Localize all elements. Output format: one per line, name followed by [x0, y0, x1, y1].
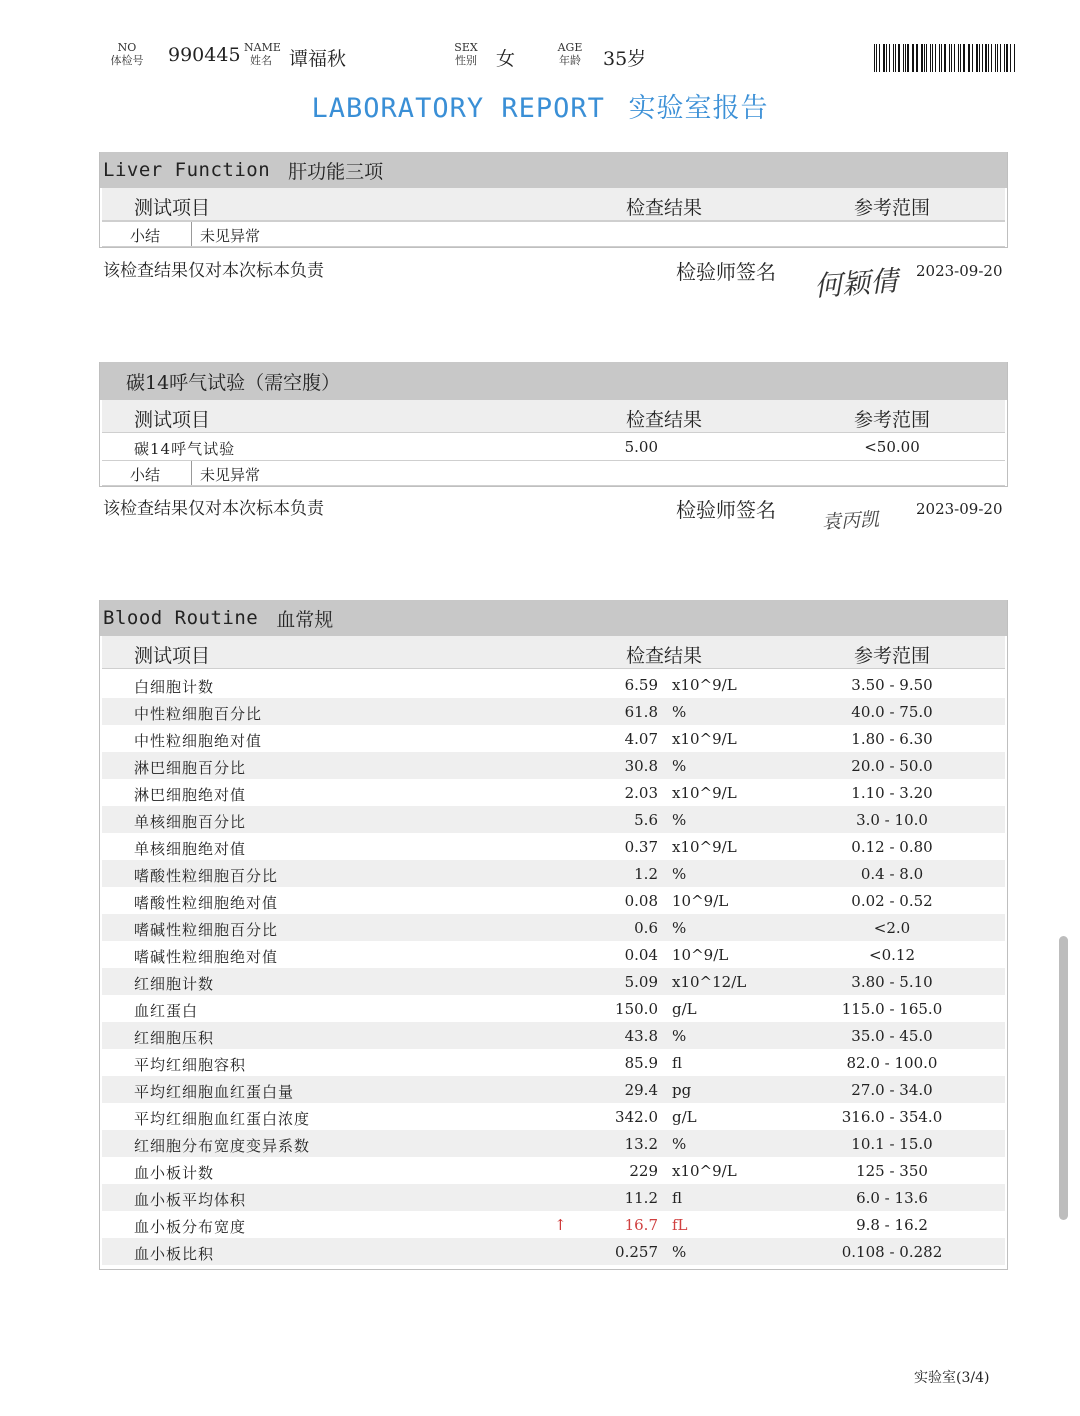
- item-unit: fl: [672, 1189, 683, 1207]
- item-result: 0.6: [634, 919, 658, 937]
- barcode-bar: [935, 44, 936, 72]
- sex-label-cn: 性别: [455, 54, 477, 67]
- breath-row: [102, 433, 1005, 460]
- breath-section: [99, 362, 1008, 487]
- table-row: [102, 995, 1005, 1022]
- item-unit: x10^12/L: [672, 973, 747, 991]
- barcode-bar: [958, 44, 959, 72]
- liver-section-title: [100, 152, 1007, 188]
- liver-section: [99, 152, 1008, 248]
- item-name: 血小板分布宽度: [134, 1218, 247, 1236]
- item-unit: g/L: [672, 1108, 697, 1126]
- item-ref: <0.12: [869, 946, 915, 964]
- table-row: [102, 968, 1005, 995]
- breath-date: 2023-09-20: [916, 500, 1003, 518]
- item-name: 血小板平均体积: [134, 1191, 247, 1209]
- blood-column-header: [102, 636, 1005, 669]
- item-result: 342.0: [615, 1108, 658, 1126]
- table-row: [102, 806, 1005, 833]
- barcode-bar: [979, 44, 980, 72]
- item-result: 11.2: [624, 1189, 658, 1207]
- col-ref: 参考范围: [854, 645, 931, 667]
- item-unit: %: [672, 865, 687, 883]
- item-ref: 10.1 - 15.0: [851, 1135, 933, 1153]
- barcode-bar: [913, 44, 914, 72]
- breath-item-name: 碳14呼气试验: [134, 440, 236, 458]
- item-name: 红细胞计数: [134, 975, 215, 993]
- item-unit: %: [672, 811, 687, 829]
- item-unit: g/L: [672, 1000, 697, 1018]
- sex-label-en: SEX: [454, 41, 478, 54]
- barcode-bar: [949, 44, 950, 72]
- barcode-bar: [889, 44, 890, 72]
- col-result: 检查结果: [626, 645, 703, 667]
- item-ref: 115.0 - 165.0: [841, 1000, 943, 1018]
- item-result: 0.04: [624, 946, 658, 964]
- item-ref: 0.108 - 0.282: [841, 1243, 943, 1261]
- barcode-bar: [898, 44, 900, 72]
- item-name: 红细胞分布宽度变异系数: [134, 1137, 311, 1155]
- barcode-bar: [1004, 44, 1005, 72]
- table-row: [102, 833, 1005, 860]
- summary-label: 小结: [130, 466, 161, 484]
- barcode-bar: [972, 44, 973, 72]
- table-row: [102, 1022, 1005, 1049]
- breath-signature: 袁丙凯: [821, 508, 880, 534]
- item-unit: %: [672, 1243, 687, 1261]
- item-name: 中性粒细胞百分比: [134, 705, 263, 723]
- barcode-bar: [907, 44, 908, 72]
- col-item: 测试项目: [134, 409, 211, 431]
- barcode-bar: [912, 44, 913, 72]
- col-result: 检查结果: [626, 409, 703, 431]
- summary-value: 未见异常: [200, 227, 261, 245]
- table-row: [102, 1238, 1005, 1265]
- table-row: [102, 779, 1005, 806]
- item-unit: %: [672, 919, 687, 937]
- item-result: 6.59: [624, 676, 658, 694]
- table-row: [102, 725, 1005, 752]
- item-name: 白细胞计数: [134, 678, 215, 696]
- item-result: 30.8: [624, 757, 658, 775]
- item-ref: 40.0 - 75.0: [851, 703, 933, 721]
- item-ref: 20.0 - 50.0: [851, 757, 933, 775]
- item-ref: 3.0 - 10.0: [856, 811, 928, 829]
- barcode-bar: [879, 44, 880, 72]
- barcode-bar: [924, 44, 925, 72]
- item-result: 0.257: [615, 1243, 658, 1261]
- table-row: [102, 914, 1005, 941]
- barcode-bar: [1006, 44, 1008, 72]
- item-name: 嗜碱性粒细胞绝对值: [134, 948, 279, 966]
- item-result: 5.09: [624, 973, 658, 991]
- report-title-cn: 实验室报告: [628, 93, 769, 124]
- item-ref: 1.10 - 3.20: [851, 784, 933, 802]
- item-name: 血小板计数: [134, 1164, 215, 1182]
- item-name: 嗜酸性粒细胞百分比: [134, 867, 279, 885]
- age-label: [555, 41, 585, 67]
- item-name: 单核细胞绝对值: [134, 840, 247, 858]
- item-unit: %: [672, 1135, 687, 1153]
- item-result: 85.9: [624, 1054, 658, 1072]
- table-row: [102, 1103, 1005, 1130]
- item-result: 2.03: [624, 784, 658, 802]
- item-result: 43.8: [624, 1027, 658, 1045]
- name-label-en: NAME: [244, 41, 281, 54]
- breath-disclaimer: 该检查结果仅对本次标本负责: [103, 499, 324, 519]
- item-ref: 3.80 - 5.10: [851, 973, 933, 991]
- item-name: 平均红细胞血红蛋白量: [134, 1083, 295, 1101]
- breath-column-header: [102, 400, 1005, 433]
- item-ref: 9.8 - 16.2: [856, 1216, 928, 1234]
- page-footer: 实验室(3/4): [914, 1370, 990, 1386]
- no-label: [106, 41, 148, 67]
- barcode-bar: [932, 44, 933, 72]
- barcode-bar: [960, 44, 961, 72]
- item-name: 血小板比积: [134, 1245, 215, 1263]
- item-ref: <2.0: [873, 919, 911, 937]
- name-label: [244, 41, 281, 67]
- scrollbar[interactable]: [1059, 936, 1068, 1220]
- item-name: 淋巴细胞绝对值: [134, 786, 247, 804]
- item-result: 4.07: [624, 730, 658, 748]
- item-result: 13.2: [624, 1135, 658, 1153]
- item-result: 0.37: [624, 838, 658, 856]
- sex-value: 女: [496, 48, 516, 70]
- item-result: 5.6: [634, 811, 658, 829]
- item-unit: x10^9/L: [672, 784, 737, 802]
- age-value: 35岁: [603, 48, 647, 70]
- report-title: [0, 86, 1080, 125]
- item-ref: 0.4 - 8.0: [860, 865, 924, 883]
- item-name: 平均红细胞血红蛋白浓度: [134, 1110, 311, 1128]
- barcode-bar: [985, 44, 987, 72]
- table-row: [102, 671, 1005, 698]
- barcode-bar: [1014, 44, 1015, 72]
- table-row: [102, 887, 1005, 914]
- barcode-bar: [876, 44, 877, 72]
- barcode-bar: [930, 44, 931, 72]
- col-ref: 参考范围: [854, 409, 931, 431]
- liver-summary: [102, 221, 1005, 247]
- item-unit: x10^9/L: [672, 676, 737, 694]
- item-result: 61.8: [624, 703, 658, 721]
- barcode-bar: [916, 44, 917, 72]
- barcode-bar: [895, 44, 896, 72]
- barcode-bar: [941, 44, 942, 72]
- barcode-bar: [969, 44, 970, 72]
- liver-title-cn: 肝功能三项: [288, 160, 384, 183]
- item-ref: 1.80 - 6.30: [851, 730, 933, 748]
- breath-summary: [102, 460, 1005, 486]
- blood-title-cn: 血常规: [276, 608, 334, 631]
- item-result: 150.0: [615, 1000, 658, 1018]
- barcode-bar: [982, 44, 983, 72]
- no-label-en: NO: [117, 41, 137, 54]
- item-ref: 0.12 - 0.80: [851, 838, 933, 856]
- summary-label: 小结: [130, 227, 161, 245]
- item-unit: 10^9/L: [672, 892, 729, 910]
- barcode-bar: [939, 44, 940, 72]
- barcode-bar: [926, 44, 927, 72]
- blood-title-en: Blood Routine: [103, 607, 259, 629]
- barcode-bar: [976, 44, 977, 72]
- item-unit: %: [672, 1027, 687, 1045]
- col-item: 测试项目: [134, 197, 211, 219]
- age-label-en: AGE: [557, 41, 583, 54]
- barcode-bar: [905, 44, 906, 72]
- barcode-bar: [886, 44, 887, 72]
- item-name: 血红蛋白: [134, 1002, 199, 1020]
- liver-sign-label: 检验师签名: [676, 260, 776, 284]
- item-name: 平均红细胞容积: [134, 1056, 247, 1074]
- item-name: 中性粒细胞绝对值: [134, 732, 263, 750]
- table-row: [102, 1211, 1005, 1238]
- barcode-bar: [988, 44, 989, 72]
- item-result: 229: [629, 1162, 658, 1180]
- barcode-bar: [963, 44, 965, 72]
- item-name: 单核细胞百分比: [134, 813, 247, 831]
- blood-section-title: [100, 600, 1007, 636]
- breath-item-result: 5.00: [624, 438, 658, 456]
- barcode-bar: [1000, 44, 1001, 72]
- barcode-bar: [1010, 44, 1011, 72]
- barcode-bar: [893, 44, 894, 72]
- item-result: 0.08: [624, 892, 658, 910]
- col-result: 检查结果: [626, 197, 703, 219]
- item-ref: 27.0 - 34.0: [851, 1081, 933, 1099]
- item-ref: 3.50 - 9.50: [851, 676, 933, 694]
- report-title-en: LABORATORY REPORT: [311, 93, 605, 124]
- table-row: [102, 1049, 1005, 1076]
- item-unit: pg: [672, 1081, 692, 1099]
- name-value: 谭福秋: [289, 48, 347, 70]
- barcode-bar: [968, 44, 969, 72]
- item-ref: 125 - 350: [856, 1162, 928, 1180]
- high-flag-icon: ↑: [554, 1216, 567, 1234]
- barcode: [874, 44, 1016, 72]
- summary-value: 未见异常: [200, 466, 261, 484]
- table-row: [102, 860, 1005, 887]
- barcode-bar: [991, 44, 992, 72]
- item-ref: 316.0 - 354.0: [841, 1108, 943, 1126]
- liver-date: 2023-09-20: [916, 262, 1003, 280]
- name-label-cn: 姓名: [250, 54, 272, 67]
- item-name: 红细胞压积: [134, 1029, 215, 1047]
- blood-section: [99, 600, 1008, 1270]
- table-row: [102, 1076, 1005, 1103]
- item-ref: 0.02 - 0.52: [851, 892, 933, 910]
- liver-title-en: Liver Function: [103, 159, 271, 181]
- item-ref: 35.0 - 45.0: [851, 1027, 933, 1045]
- item-ref: 6.0 - 13.6: [856, 1189, 928, 1207]
- table-row: [102, 1130, 1005, 1157]
- barcode-bar: [995, 44, 996, 72]
- summary-divider: [191, 222, 192, 246]
- item-name: 淋巴细胞百分比: [134, 759, 247, 777]
- blood-rows: [100, 669, 1007, 1265]
- barcode-bar: [997, 44, 998, 72]
- breath-item-ref: <50.00: [864, 438, 920, 456]
- item-unit: 10^9/L: [672, 946, 729, 964]
- barcode-bar: [883, 44, 885, 72]
- barcode-bar: [874, 44, 875, 72]
- barcode-bar: [951, 44, 952, 72]
- table-row: [102, 698, 1005, 725]
- age-label-cn: 年龄: [559, 54, 581, 67]
- item-unit: x10^9/L: [672, 1162, 737, 1180]
- item-unit: fL: [672, 1216, 688, 1234]
- table-row: [102, 1184, 1005, 1211]
- item-name: 嗜酸性粒细胞绝对值: [134, 894, 279, 912]
- item-name: 嗜碱性粒细胞百分比: [134, 921, 279, 939]
- item-unit: %: [672, 757, 687, 775]
- item-unit: x10^9/L: [672, 730, 737, 748]
- table-row: [102, 941, 1005, 968]
- item-unit: fl: [672, 1054, 683, 1072]
- barcode-bar: [921, 44, 923, 72]
- barcode-bar: [954, 44, 955, 72]
- summary-divider: [191, 461, 192, 485]
- breath-section-title: [100, 362, 1007, 400]
- breath-sign-label: 检验师签名: [676, 498, 776, 522]
- barcode-bar: [903, 44, 904, 72]
- no-label-cn: 体检号: [110, 54, 144, 67]
- liver-disclaimer: 该检查结果仅对本次标本负责: [103, 261, 324, 281]
- item-unit: %: [672, 703, 687, 721]
- liver-signature: 何颖倩: [813, 264, 900, 303]
- item-ref: 82.0 - 100.0: [846, 1054, 938, 1072]
- col-ref: 参考范围: [854, 197, 931, 219]
- col-item: 测试项目: [134, 645, 211, 667]
- barcode-bar: [944, 44, 946, 72]
- item-result: 29.4: [624, 1081, 658, 1099]
- table-row: [102, 1157, 1005, 1184]
- item-result: 16.7: [624, 1216, 658, 1234]
- item-result: 1.2: [634, 865, 658, 883]
- no-value: 990445: [168, 44, 241, 66]
- sex-label: [451, 41, 481, 67]
- item-unit: x10^9/L: [672, 838, 737, 856]
- table-row: [102, 752, 1005, 779]
- liver-column-header: [102, 188, 1005, 221]
- breath-title: 碳14呼气试验（需空腹）: [126, 371, 341, 394]
